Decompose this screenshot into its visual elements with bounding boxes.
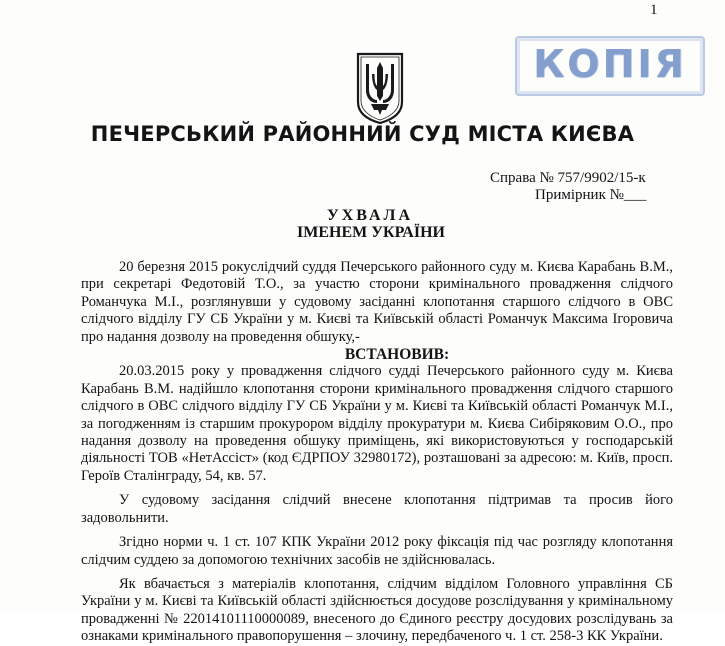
body-paragraph-3: Згідно норми ч. 1 ст. 107 КПК України 2012 року фіксація під час розгляду клопотання слідчим суддею за допомогою технічних засобів не здійснювалась. — [81, 534, 673, 568]
trident-emblem-icon — [355, 52, 405, 124]
copy-number: Примірник №___ — [535, 187, 647, 203]
court-title: ПЕЧЕРСЬКИЙ РАЙОННИЙ СУД МІСТА КИЄВА — [90, 122, 635, 146]
document-body — [81, 259, 673, 646]
body-paragraph-2: У судовому засідання слідчий внесене клопотання підтримав та просив його задовольнити. — [81, 492, 673, 526]
document-subtitle: ІМЕНЕМ УКРАЇНИ — [297, 224, 445, 241]
intro-paragraph: 20 березня 2015 рокуслідчий суддя Печерського районного суду м. Києва Карабань В.М., при секретарі Федотовій Т.О., за участю сторони кримінального провадження слідчого Романчука М.І., розглянувши у судовому засіданні клопотання старшого слідчого в ОВС слідчого відділу ГУ СБ України у м. Києві та Київській області Романчук Максима Ігоровича про надання дозволу на проведення обшуку,- — [81, 259, 673, 345]
copy-stamp-text: КОПІЯ — [533, 42, 687, 86]
page-number: 1 — [650, 2, 658, 18]
body-paragraph-4: Як вбачається з матеріалів клопотання, слідчим відділом Головного управління СБ України у м. Києві та Київській області здійснюється досудове розслідування у кримінальному провадженні № 22014101110000089, внесеного до Єдиного реєстру досудових розслідувань за ознаками кримінального правопорушення – злочину, передбаченого ч. 1 ст. 258-3 КК України. — [81, 575, 673, 645]
body-paragraph-1: 20.03.2015 року у провадження слідчого судді Печерського районного суду м. Києва Карабань В.М. надійшло клопотання сторони кримінального провадження слідчого старшого слідчого в ОВС слідчого відділу ГУ СБ України у м. Києві та Київській області Романчук М.І., за погодженням із старшим прокурором відділу прокуратури м. Києва Сибіряковим О.О., про надання дозволу на проведення обшуку приміщень, які використовуються у господарській діяльності ТОВ «НетАссіст» (код ЄДРПОУ 32980172), розташовані за адресою: м. Київ, просп. Героїв Сталінграду, 54, кв. 57. — [81, 363, 673, 484]
copy-stamp — [515, 36, 705, 96]
section-heading: ВСТАНОВИВ: — [344, 346, 450, 364]
case-number: Справа № 757/9902/15-к — [490, 170, 646, 186]
document-title: УХВАЛА — [327, 207, 413, 224]
